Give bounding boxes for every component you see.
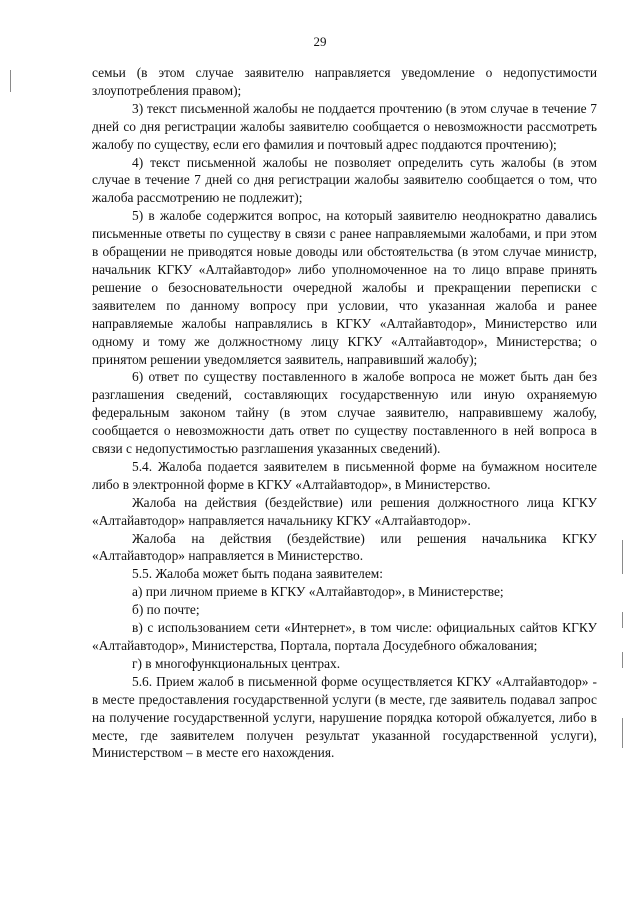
scan-artifact-left bbox=[10, 70, 11, 92]
scan-artifact-right-1 bbox=[622, 540, 623, 574]
document-body bbox=[92, 64, 597, 762]
paragraph-complaint-official: Жалоба на действия (бездействие) или решения должностного лица КГКУ «Алтайавтодор» направляется начальнику КГКУ «Алтайавтодор». bbox=[92, 494, 597, 528]
scan-artifact-right-4 bbox=[622, 718, 623, 748]
paragraph-continuation: семьи (в этом случае заявителю направляется уведомление о недопустимости злоупотребления правом); bbox=[92, 65, 597, 98]
page-number: 29 bbox=[313, 34, 327, 49]
paragraph-item-4: 4) текст письменной жалобы не позволяет определить суть жалобы (в этом случае в течение 7 дней со дня регистрации жалобы заявителю сообщается о том, что жалоба рассмотрению не подлежит); bbox=[92, 154, 597, 206]
list-item-b: б) по почте; bbox=[132, 602, 200, 618]
paragraph-item-3: 3) текст письменной жалобы не поддается прочтению (в этом случае в течение 7 дней со дня регистрации жалобы заявителю сообщается о невозможности рассмотреть жалобу по существу, если его фамилия и почтовый адрес поддаются прочтению); bbox=[92, 100, 597, 152]
scan-artifact-right-2 bbox=[622, 612, 623, 628]
paragraph-complaint-head: Жалоба на действия (бездействие) или решения начальника КГКУ «Алтайавтодор» направляется в Министерство. bbox=[92, 530, 597, 564]
list-item-g: г) в многофункциональных центрах. bbox=[132, 655, 341, 671]
paragraph-section-5-4: 5.4. Жалоба подается заявителем в письменной форме на бумажном носителе либо в электронной форме в КГКУ «Алтайавтодор», в Министерство. bbox=[92, 458, 597, 492]
paragraph-item-6: 6) ответ по существу поставленного в жалобе вопроса не может быть дан без разглашения сведений, составляющих государственную или иную охраняемую федеральным законом тайну (в этом случае заявителю, направившему жалобу, сообщается о невозможности дать ответ по существу поставленного в ней вопроса в связи с недопустимостью разглашения указанных сведений). bbox=[92, 369, 597, 457]
paragraph-item-5: 5) в жалобе содержится вопрос, на который заявителю неоднократно давались письменные ответы по существу в связи с ранее направляемыми жалобами, и при этом в обращении не приводятся новые доводы или обстоятельства (в этом случае министр, начальник КГКУ «Алтайавтодор» либо уполномоченное на то лицо вправе принять решение о безосновательности очередной жалобы и прекращении переписки с заявителем по данному вопросу при условии, что указанная жалоба и ранее направляемые жалобы направлялись в КГКУ «Алтайавтодор», Министерство или одному и тому же должностному лицу КГКУ «Алтайавтодор», Министерства; о принятом решении уведомляется заявитель, направивший жалобу); bbox=[92, 208, 597, 367]
list-item-v: в) с использованием сети «Интернет», в том числе: официальных сайтов КГКУ «Алтайавтодор», Министерства, Портала, портала Досудебного обжалования; bbox=[92, 620, 597, 653]
list-item-a: а) при личном приеме в КГКУ «Алтайавтодор», в Министерстве; bbox=[132, 584, 504, 600]
paragraph-section-5-6: 5.6. Прием жалоб в письменной форме осуществляется КГКУ «Алтайавтодор» - в месте предоставления государственной услуги (в месте, где заявитель подавал запрос на получение государственной услуги, нарушение порядка которой обжалуется, либо в месте, где заявителем получен результат указанной государственной услуги), Министерством – в месте его нахождения. bbox=[92, 673, 597, 761]
paragraph-section-5-5: 5.5. Жалоба может быть подана заявителем: bbox=[132, 566, 383, 582]
scan-artifact-right-3 bbox=[622, 652, 623, 668]
